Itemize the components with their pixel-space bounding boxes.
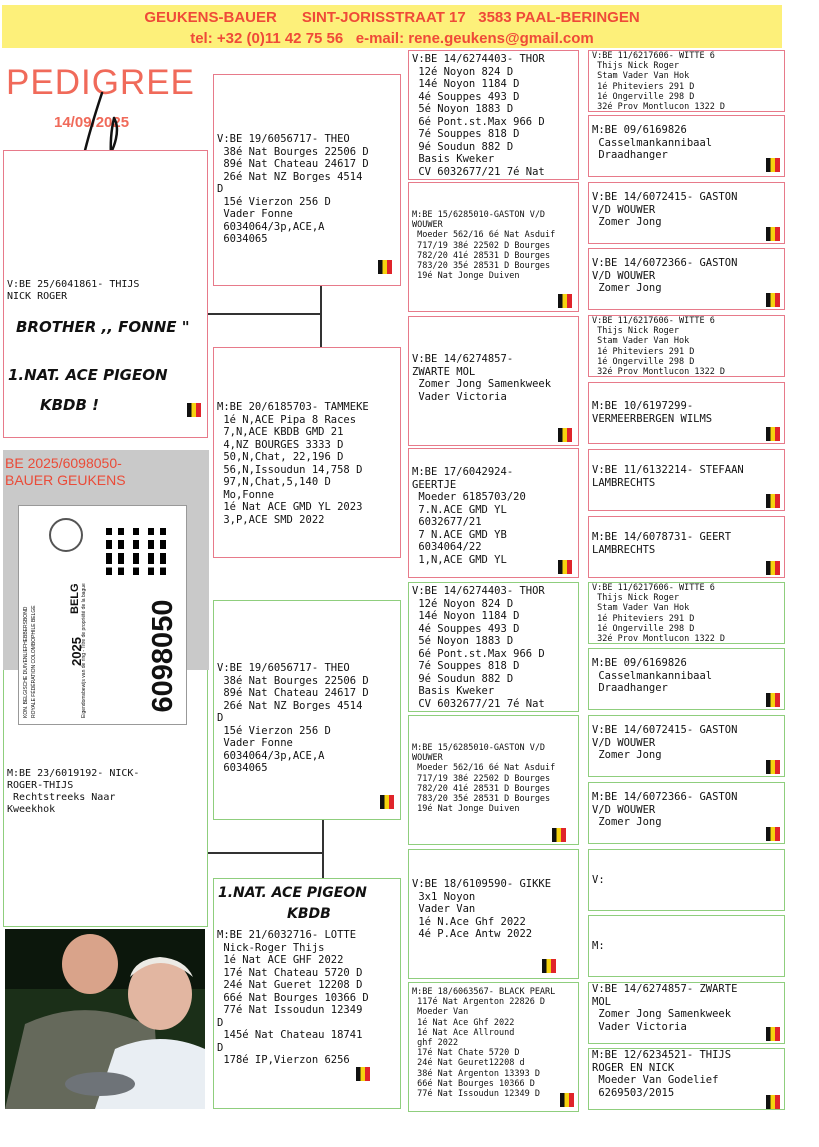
belgian-flag-icon: [187, 403, 201, 417]
belgian-flag-icon: [766, 1027, 780, 1041]
mf-text: V:BE 19/6056717- THEO 38é Nat Bourges 22506 D 89é Nat Chateau 24617 D 26é Nat NZ Borges 4514 D 15é Vierzon 256 D Vader Fonne 6034064/3p,ACE,A 6034065: [217, 662, 369, 774]
belgian-flag-icon: [766, 760, 780, 774]
g4-text: V:BE 14/6072415- GASTON V/D WOUWER Zomer Jong: [592, 191, 738, 228]
belgian-flag-icon: [766, 561, 780, 575]
ring-country: BELG: [69, 583, 81, 614]
belgian-flag-icon: [766, 827, 780, 841]
connector-line: [208, 313, 320, 315]
sire-text: V:BE 25/6041861- THIJS NICK ROGER: [7, 279, 140, 302]
g4-box: [588, 50, 785, 112]
g4-box: [588, 982, 785, 1044]
g4-box: [588, 782, 785, 844]
ring-org: Eigendomsbewijs van de ring - Titre de propriété de la bague: [81, 583, 87, 718]
ring-org: KON. BELGISCHE DUIVENLIEFHEBBERSBOND: [23, 606, 29, 718]
belgian-flag-icon: [380, 795, 394, 809]
g4-box: [588, 248, 785, 310]
fm-text: M:BE 20/6185703- TAMMEKE 1é N,ACE Pipa 8 Races 7,N,ACE KBDB GMD 21 4,NZ BOURGES 3333 D 50,N,Chat, 22,196 D 56,N,Issoudun 14,758 D 97,N,Chat,5,140 D Mo,Fonne 1é Nat ACE GMD YL 2023 3,P,ACE SMD 2022: [217, 401, 369, 526]
g4-box: [588, 182, 785, 244]
ring-number: 6098050: [147, 599, 179, 713]
g4-text: V:BE 14/6274857- ZWARTE MOL Zomer Jong Samenkweek Vader Victoria: [592, 983, 738, 1033]
g4-box: [588, 449, 785, 511]
qr-code-icon: [106, 522, 166, 582]
mmm-box: [408, 982, 579, 1112]
ff-box: [213, 74, 401, 286]
g4-box: [588, 582, 785, 644]
pedigree-date: 14/09/2025: [54, 114, 130, 131]
g4-text: V:BE 14/6072415- GASTON V/D WOUWER Zomer Jong: [592, 724, 738, 761]
fmf-box: [408, 316, 579, 446]
handwritten-note: 1.NAT. ACE PIGEON: [8, 366, 168, 384]
g4-box: [588, 315, 785, 377]
belgian-flag-icon: [558, 560, 572, 574]
fm-box: [213, 347, 401, 558]
g4-text: V:BE 11/6217606- WITTE 6 Thijs Nick Roger Stam Vader Van Hok 1é Phiteviers 291 D 1é Ongerville 298 D 32é Prov Montlucon 1322 D: [592, 316, 726, 377]
handwritten-note: 1.NAT. ACE PIGEON: [218, 885, 367, 901]
mm-text: M:BE 21/6032716- LOTTE Nick-Roger Thijs 1é Nat ACE GHF 2022 17é Nat Chateau 5720 D 24é Nat Gueret 12208 D 66é Nat Bourges 10366 D 77é Nat Issoudun 12349 D 145é Nat Chateau 18741 D 178é IP,Vierzon 6256: [217, 929, 369, 1066]
g4-box: [588, 1048, 785, 1110]
mmf-box: [408, 849, 579, 979]
g4-text: V:BE 14/6072366- GASTON V/D WOUWER Zomer Jong: [592, 257, 738, 294]
ff-text: V:BE 19/6056717- THEO 38é Nat Bourges 22506 D 89é Nat Chateau 24617 D 26é Nat NZ Borges 4514 D 15é Vierzon 256 D Vader Fonne 6034064/3p,ACE,A 6034065: [217, 133, 369, 245]
header-address: GEUKENS-BAUER SINT-JORISSTRAAT 17 3583 PAAL-BERINGEN: [144, 9, 640, 26]
mfm-text: M:BE 15/6285010-GASTON V/D WOUWER Moeder 562/16 6é Nat Asduif 717/19 38é 22502 D Bourges 782/20 41é 28531 D Bourges 783/20 35é 28531 D Bourges 19é Nat Jonge Duiven: [412, 743, 556, 815]
connector-line: [208, 852, 322, 854]
g4-text: M:BE 14/6078731- GEERT LAMBRECHTS: [592, 531, 732, 556]
breeders-photo: [5, 929, 205, 1109]
g4-text: M:BE 14/6072366- GASTON V/D WOUWER Zomer Jong: [592, 791, 738, 828]
kbdb-logo-icon: [49, 518, 83, 552]
g4-text: M:: [592, 940, 605, 952]
fmf-text: V:BE 14/6274857- ZWARTE MOL Zomer Jong Samenkweek Vader Victoria: [412, 353, 552, 403]
belgian-flag-icon: [560, 1093, 574, 1107]
belgian-flag-icon: [766, 158, 780, 172]
mmm-text: M:BE 18/6063567- BLACK PEARL 117é Nat Argenton 22826 D Moeder Van 1é Nat Ace Ghf 2022 1é Nat Ace Allround ghf 2022 17é Nat Chate 5720 D 24é Nat Geuret12208 d 38é Nat Argenton 13393 D 66é Nat Bourges 10366 D 77é Nat Issoudun 12349 D: [412, 987, 556, 1100]
g4-text: V:BE 11/6217606- WITTE 6 Thijs Nick Roger Stam Vader Van Hok 1é Phiteviers 291 D 1é Ongerville 298 D 32é Prov Montlucon 1322 D: [592, 51, 726, 112]
belgian-flag-icon: [558, 428, 572, 442]
handwritten-note: BROTHER ,, FONNE ": [16, 318, 190, 336]
belgian-flag-icon: [766, 293, 780, 307]
header-contact: tel: +32 (0)11 42 75 56 e-mail: rene.geukens@gmail.com: [190, 30, 594, 47]
g4-box: [588, 915, 785, 977]
page-title: PEDIGREE: [6, 63, 195, 102]
belgian-flag-icon: [356, 1067, 370, 1081]
g4-box: [588, 648, 785, 710]
belgian-flag-icon: [766, 1095, 780, 1109]
belgian-flag-icon: [378, 260, 392, 274]
handwritten-note: KBDB: [287, 906, 331, 922]
g4-box: [588, 115, 785, 177]
fff-text: V:BE 14/6274403- THOR 12é Noyon 824 D 14é Noyon 1184 D 4é Souppes 493 D 5é Noyon 1883 D 6é Pont.st.Max 966 D 7é Souppes 818 D 9é Soudun 882 D Basis Kweker CV 6032677/21 7é Nat: [412, 53, 545, 178]
belgian-flag-icon: [552, 828, 566, 842]
header-bar: [2, 5, 782, 48]
connector-line: [322, 820, 324, 878]
ring-year: 2025: [69, 637, 84, 666]
connector-line: [320, 286, 322, 347]
fff-box: [408, 50, 579, 180]
g4-box: [588, 382, 785, 444]
g4-text: M:BE 09/6169826 Casselmankannibaal Draadhanger: [592, 124, 713, 161]
dam-text: M:BE 23/6019192- NICK- ROGER-THIJS Rechtstreeks Naar Kweekhok: [7, 768, 140, 815]
g4-text: V:BE 11/6132214- STEFAAN LAMBRECHTS: [592, 464, 744, 489]
belgian-flag-icon: [766, 227, 780, 241]
fmm-text: M:BE 17/6042924- GEERTJE Moeder 6185703/20 7.N.ACE GMD YL 6032677/21 7 N.ACE GMD YB 6034064/22 1,N,ACE GMD YL: [412, 466, 526, 566]
ffm-box: [408, 182, 579, 312]
ffm-text: M:BE 15/6285010-GASTON V/D WOUWER Moeder 562/16 6é Nat Asduif 717/19 38é 22502 D Bourges 782/20 41é 28531 D Bourges 783/20 35é 28531 D Bourges 19é Nat Jonge Duiven: [412, 210, 556, 282]
belgian-flag-icon: [766, 693, 780, 707]
g4-text: V:: [592, 874, 605, 886]
mf-box: [213, 600, 401, 820]
handwritten-note: KBDB !: [40, 396, 100, 414]
g4-box: [588, 516, 785, 578]
belgian-flag-icon: [558, 294, 572, 308]
g4-box: [588, 715, 785, 777]
fmm-box: [408, 448, 579, 578]
g4-box: [588, 849, 785, 911]
belgian-flag-icon: [766, 494, 780, 508]
ring-org: ROYALE FÉDÉRATION COLOMBOPHILE BELGE: [31, 605, 37, 718]
g4-text: M:BE 09/6169826 Casselmankannibaal Draadhanger: [592, 657, 713, 694]
sire-box: [3, 150, 208, 438]
g4-text: V:BE 11/6217606- WITTE 6 Thijs Nick Roger Stam Vader Van Hok 1é Phiteviers 291 D 1é Ongerville 298 D 32é Prov Montlucon 1322 D: [592, 583, 726, 644]
mff-box: [408, 582, 579, 712]
ring-title: BE 2025/6098050- BAUER GEUKENS: [5, 455, 126, 488]
belgian-flag-icon: [542, 959, 556, 973]
belgian-flag-icon: [766, 427, 780, 441]
g4-text: M:BE 10/6197299- VERMEERBERGEN WILMS: [592, 400, 713, 425]
mmf-text: V:BE 18/6109590- GIKKE 3x1 Noyon Vader Van 1é N.Ace Ghf 2022 4é P.Ace Antw 2022: [412, 878, 552, 940]
g4-text: M:BE 12/6234521- THIJS ROGER EN NICK Moeder Van Godelief 6269503/2015: [592, 1049, 732, 1099]
mfm-box: [408, 715, 579, 845]
ring-certificate: [18, 505, 187, 725]
mff-text: V:BE 14/6274403- THOR 12é Noyon 824 D 14é Noyon 1184 D 4é Souppes 493 D 5é Noyon 1883 D 6é Pont.st.Max 966 D 7é Souppes 818 D 9é Soudun 882 D Basis Kweker CV 6032677/21 7é Nat: [412, 585, 545, 710]
